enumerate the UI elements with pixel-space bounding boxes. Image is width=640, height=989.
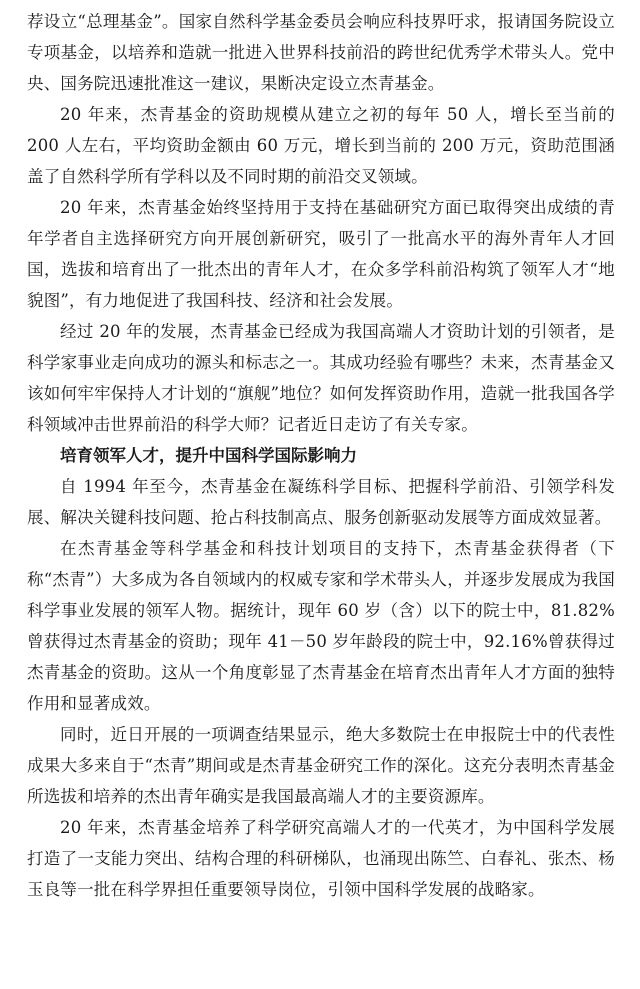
paragraph-statistics: 在杰青基金等科学基金和科技计划项目的支持下，杰青基金获得者（下称“杰青”）大多成为各自领域内的权威专家和学术带头人，并逐步发展成为我国科学事业发展的领军人物。据统计，现年 60 岁（含）以下的院士中，81.82%曾获得过杰青基金的资助；现年 41－50 岁年龄段的院士中，92.16%曾获得过杰青基金的资助。这从一个角度彰显了杰青基金在培育杰出青年人才方面的独特作用和显著成效。 xyxy=(27,539,615,713)
paragraph-achievements: 自 1994 年至今，杰青基金在凝练科学目标、把握科学前沿、引领学科发展、解决关键科技问题、抢占科技制高点、服务创新驱动发展等方面成效显著。 xyxy=(27,477,615,527)
paragraph-survey: 同时，近日开展的一项调查结果显示，绝大多数院士在申报院士中的代表性成果大多来自于“杰青”期间或是杰青基金研究工作的深化。这充分表明杰青基金所选拔和培养的杰出青年确实是我国最高端人才的主要资源库。 xyxy=(27,725,615,806)
section-heading: 培育领军人才，提升中国科学国际影响力 xyxy=(60,446,357,465)
paragraph-experience-questions: 经过 20 年的发展，杰青基金已经成为我国高端人才资助计划的引领者，是科学家事业走向成功的源头和标志之一。其成功经验有哪些？未来，杰青基金又该如何牢牢保持人才计划的“旗舰”地位？如何发挥资助作用，造就一批我国各学科领域冲击世界前沿的科学大师？记者近日走访了有关专家。 xyxy=(27,322,615,434)
paragraph-continuation: 荐设立“总理基金”。国家自然科学基金委员会响应科技界吁求，报请国务院设立专项基金，以培养和造就一批进入世界科技前沿的跨世纪优秀学术带头人。党中央、国务院迅速批准这一建议，果断决定设立杰青基金。 xyxy=(27,12,615,93)
paragraph-funding-scale: 20 年来，杰青基金的资助规模从建立之初的每年 50 人，增长至当前的 200 人左右，平均资助金额由 60 万元，增长到当前的 200 万元，资助范围涵盖了自然科学所有学科以及不同时期的前沿交叉领域。 xyxy=(27,105,615,186)
paragraph-leaders: 20 年来，杰青基金培养了科学研究高端人才的一代英才，为中国科学发展打造了一支能力突出、结构合理的科研梯队，也涌现出陈竺、白春礼、张杰、杨玉良等一批在科学界担任重要领导岗位，引领中国科学发展的战略家。 xyxy=(27,818,615,899)
article-body xyxy=(27,6,615,905)
paragraph-talent-support: 20 年来，杰青基金始终坚持用于支持在基础研究方面已取得突出成绩的青年学者自主选择研究方向开展创新研究，吸引了一批高水平的海外青年人才回国，选拔和培育出了一批杰出的青年人才，在众多学科前沿构筑了领军人才“地貌图”，有力地促进了我国科技、经济和社会发展。 xyxy=(27,198,615,310)
